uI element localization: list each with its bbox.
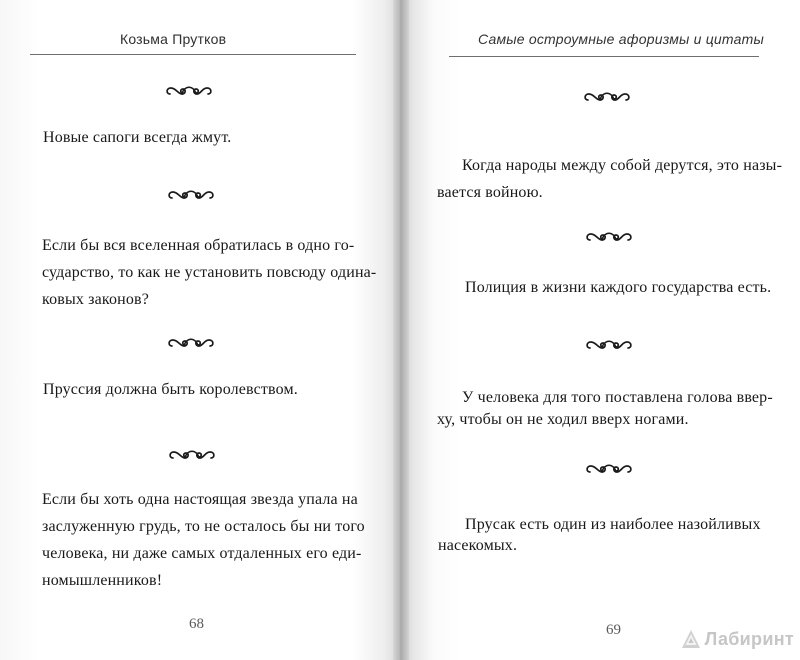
left-aphorism-2-line-3: ковых законов? — [42, 291, 149, 308]
right-aphorism-2-line-1: Полиция в жизни каждого государства есть. — [465, 279, 772, 296]
swirl-ornament-icon — [164, 186, 218, 206]
left-header-rule — [30, 54, 356, 55]
left-aphorism-4-line-2: заслуженную грудь, то не осталось бы ни того — [42, 518, 365, 535]
swirl-ornament-icon — [165, 446, 219, 466]
swirl-ornament-icon — [580, 88, 634, 108]
right-aphorism-1-line-1: Когда народы между собой дерутся, это назы- — [462, 157, 783, 174]
right-page-number: 69 — [606, 622, 621, 638]
right-aphorism-4-line-2: насекомых. — [438, 537, 518, 554]
watermark-text: Лабиринт — [704, 628, 794, 649]
labirint-logo-icon — [680, 628, 702, 650]
right-aphorism-3-line-2: ху, чтобы он не ходил вверх ногами. — [437, 411, 689, 428]
left-aphorism-4-line-1: Если бы хоть одна настоящая звезда упала на — [42, 491, 358, 508]
swirl-ornament-icon — [582, 336, 636, 356]
watermark — [680, 628, 794, 650]
swirl-ornament-icon — [582, 460, 636, 480]
book-gutter — [393, 0, 409, 660]
right-running-head: Самые остроумные афоризмы и цитаты — [478, 31, 764, 47]
left-aphorism-3-line-1: Пруссия должна быть королевством. — [43, 381, 298, 398]
right-header-rule — [449, 56, 759, 57]
swirl-ornament-icon — [164, 334, 218, 354]
left-aphorism-2-line-1: Если бы вся вселенная обратилась в одно го- — [42, 237, 355, 254]
right-page — [400, 0, 800, 660]
swirl-ornament-icon — [162, 82, 216, 102]
left-running-head: Козьма Прутков — [120, 31, 227, 47]
left-aphorism-4-line-4: номышленников! — [42, 572, 163, 589]
right-aphorism-1-line-2: вается войною. — [437, 184, 543, 201]
right-aphorism-3-line-1: У человека для того поставлена голова ввер- — [462, 389, 773, 406]
right-aphorism-4-line-1: Прусак есть один из наиболее назойливых — [465, 516, 761, 533]
left-aphorism-4-line-3: человека, ни даже самых отдаленных его еди- — [42, 545, 362, 562]
left-aphorism-2-line-2: сударство, то как не установить повсюду одина- — [42, 264, 377, 281]
left-page-number: 68 — [189, 616, 204, 632]
left-aphorism-1-line-1: Новые сапоги всегда жмут. — [43, 129, 232, 146]
swirl-ornament-icon — [582, 228, 636, 248]
